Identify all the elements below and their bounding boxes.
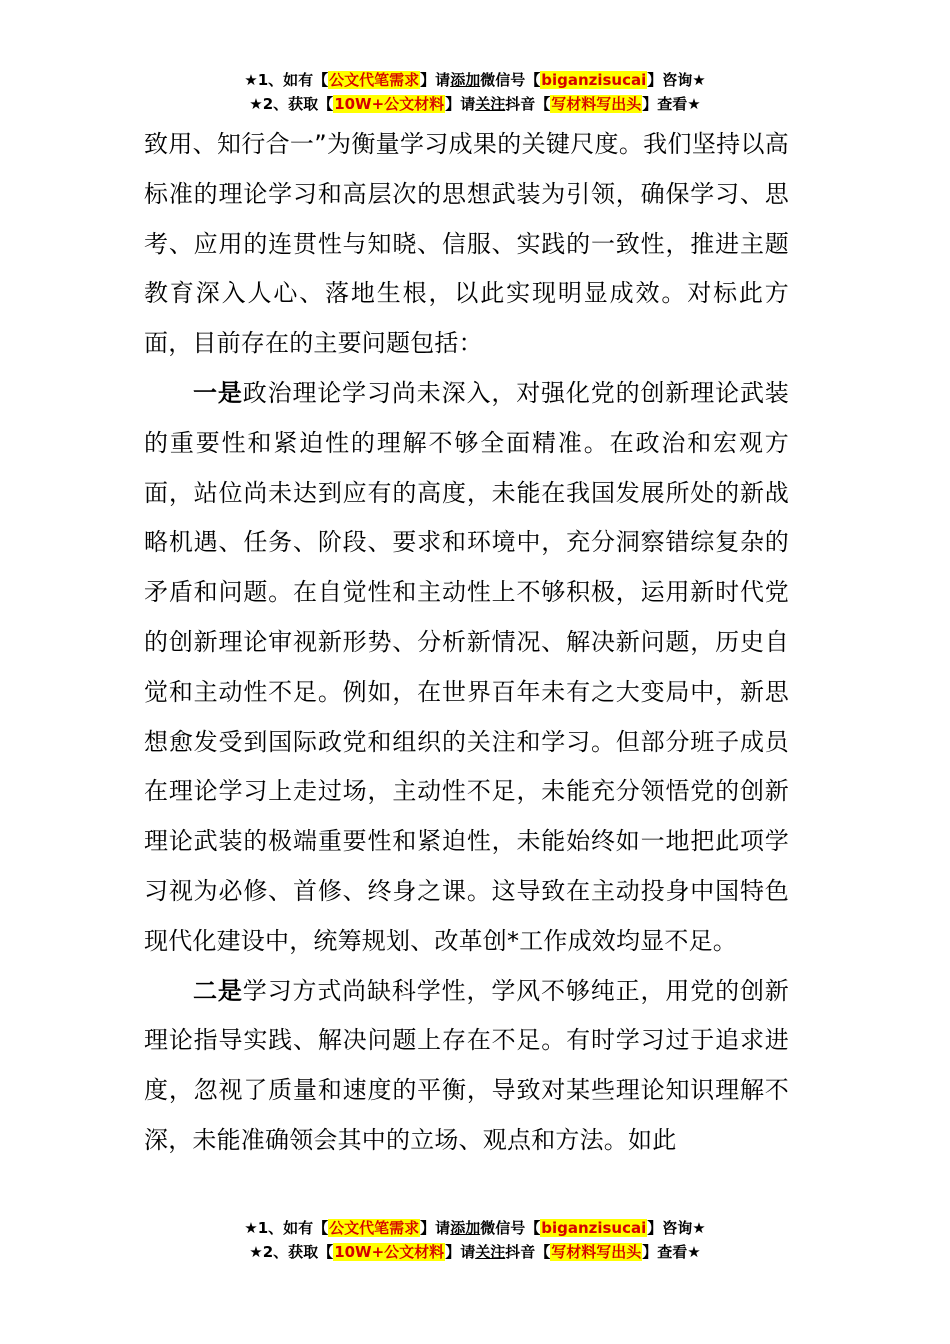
banner-text: 抖音【 (505, 1243, 551, 1261)
banner-text: 】咨询★ (647, 1219, 706, 1237)
banner-text: 微信号【 (480, 71, 541, 89)
banner-text: 】请 (420, 1219, 451, 1237)
banner-line-1 (0, 68, 950, 92)
banner-highlight: 10W+公文材料 (334, 95, 445, 113)
banner-line-2 (0, 92, 950, 116)
banner-text: 】请 (420, 71, 451, 89)
banner-text: ★1、如有【 (244, 71, 329, 89)
document-body (144, 120, 789, 1166)
header-banner (0, 68, 950, 116)
banner-text: 】请 (445, 1243, 476, 1261)
paragraph-continued: 致用、知行合一”为衡量学习成果的关键尺度。我们坚持以高标准的理论学习和高层次的思想武装为引领，确保学习、思考、应用的连贯性与知晓、信服、实践的一致性，推进主题教育深入人心、落地生根，以此实现明显成效。对标此方面，目前存在的主要问题包括： (144, 130, 789, 358)
banner-text: 】请 (445, 95, 476, 113)
banner-line-2 (0, 1240, 950, 1264)
banner-text: 】查看★ (642, 1243, 701, 1261)
banner-text: ★2、获取【 (249, 95, 334, 113)
banner-highlight: 写材料写出头 (551, 95, 642, 113)
banner-underline: 添加 (450, 1219, 481, 1237)
banner-highlight: biganzisucai (541, 1219, 647, 1237)
banner-highlight: 写材料写出头 (551, 1243, 642, 1261)
banner-text: ★1、如有【 (244, 1219, 329, 1237)
paragraph-issue-two (144, 967, 789, 1166)
banner-text: 抖音【 (505, 95, 551, 113)
paragraph-text: 学习方式尚缺科学性，学风不够纯正，用党的创新理论指导实践、解决问题上存在不足。有时学习过于追求进度，忽视了质量和速度的平衡，导致对某些理论知识理解不深，未能准确领会其中的立场、观点和方法。如此 (144, 976, 789, 1154)
footer-banner (0, 1216, 950, 1264)
paragraph-lead: 一是 (193, 378, 243, 407)
banner-text: ★2、获取【 (249, 1243, 334, 1261)
banner-highlight: 公文代笔需求 (329, 1219, 420, 1237)
banner-line-1 (0, 1216, 950, 1240)
banner-underline: 关注 (475, 1243, 506, 1261)
banner-text: 微信号【 (480, 1219, 541, 1237)
banner-highlight: 10W+公文材料 (334, 1243, 445, 1261)
banner-highlight: 公文代笔需求 (329, 71, 420, 89)
paragraph-lead: 二是 (193, 976, 243, 1005)
paragraph-issue-one (144, 369, 789, 967)
paragraph-text: 政治理论学习尚未深入，对强化党的创新理论武装的重要性和紧迫性的理解不够全面精准。在政治和宏观方面，站位尚未达到应有的高度，未能在我国发展所处的新战略机遇、任务、阶段、要求和环境中，充分洞察错综复杂的矛盾和问题。在自觉性和主动性上不够积极，运用新时代党的创新理论审视新形势、分析新情况、解决新问题，历史自觉和主动性不足。例如，在世界百年未有之大变局中，新思想愈发受到国际政党和组织的关注和学习。但部分班子成员在理论学习上走过场，主动性不足，未能充分领悟党的创新理论武装的极端重要性和紧迫性，未能始终如一地把此项学习视为必修、首修、终身之课。这导致在主动投身中国特色现代化建设中，统筹规划、改革创*工作成效均显不足。 (144, 378, 789, 955)
banner-text: 】咨询★ (647, 71, 706, 89)
banner-highlight: biganzisucai (541, 71, 647, 89)
banner-underline: 添加 (450, 71, 481, 89)
banner-underline: 关注 (475, 95, 506, 113)
banner-text: 】查看★ (642, 95, 701, 113)
